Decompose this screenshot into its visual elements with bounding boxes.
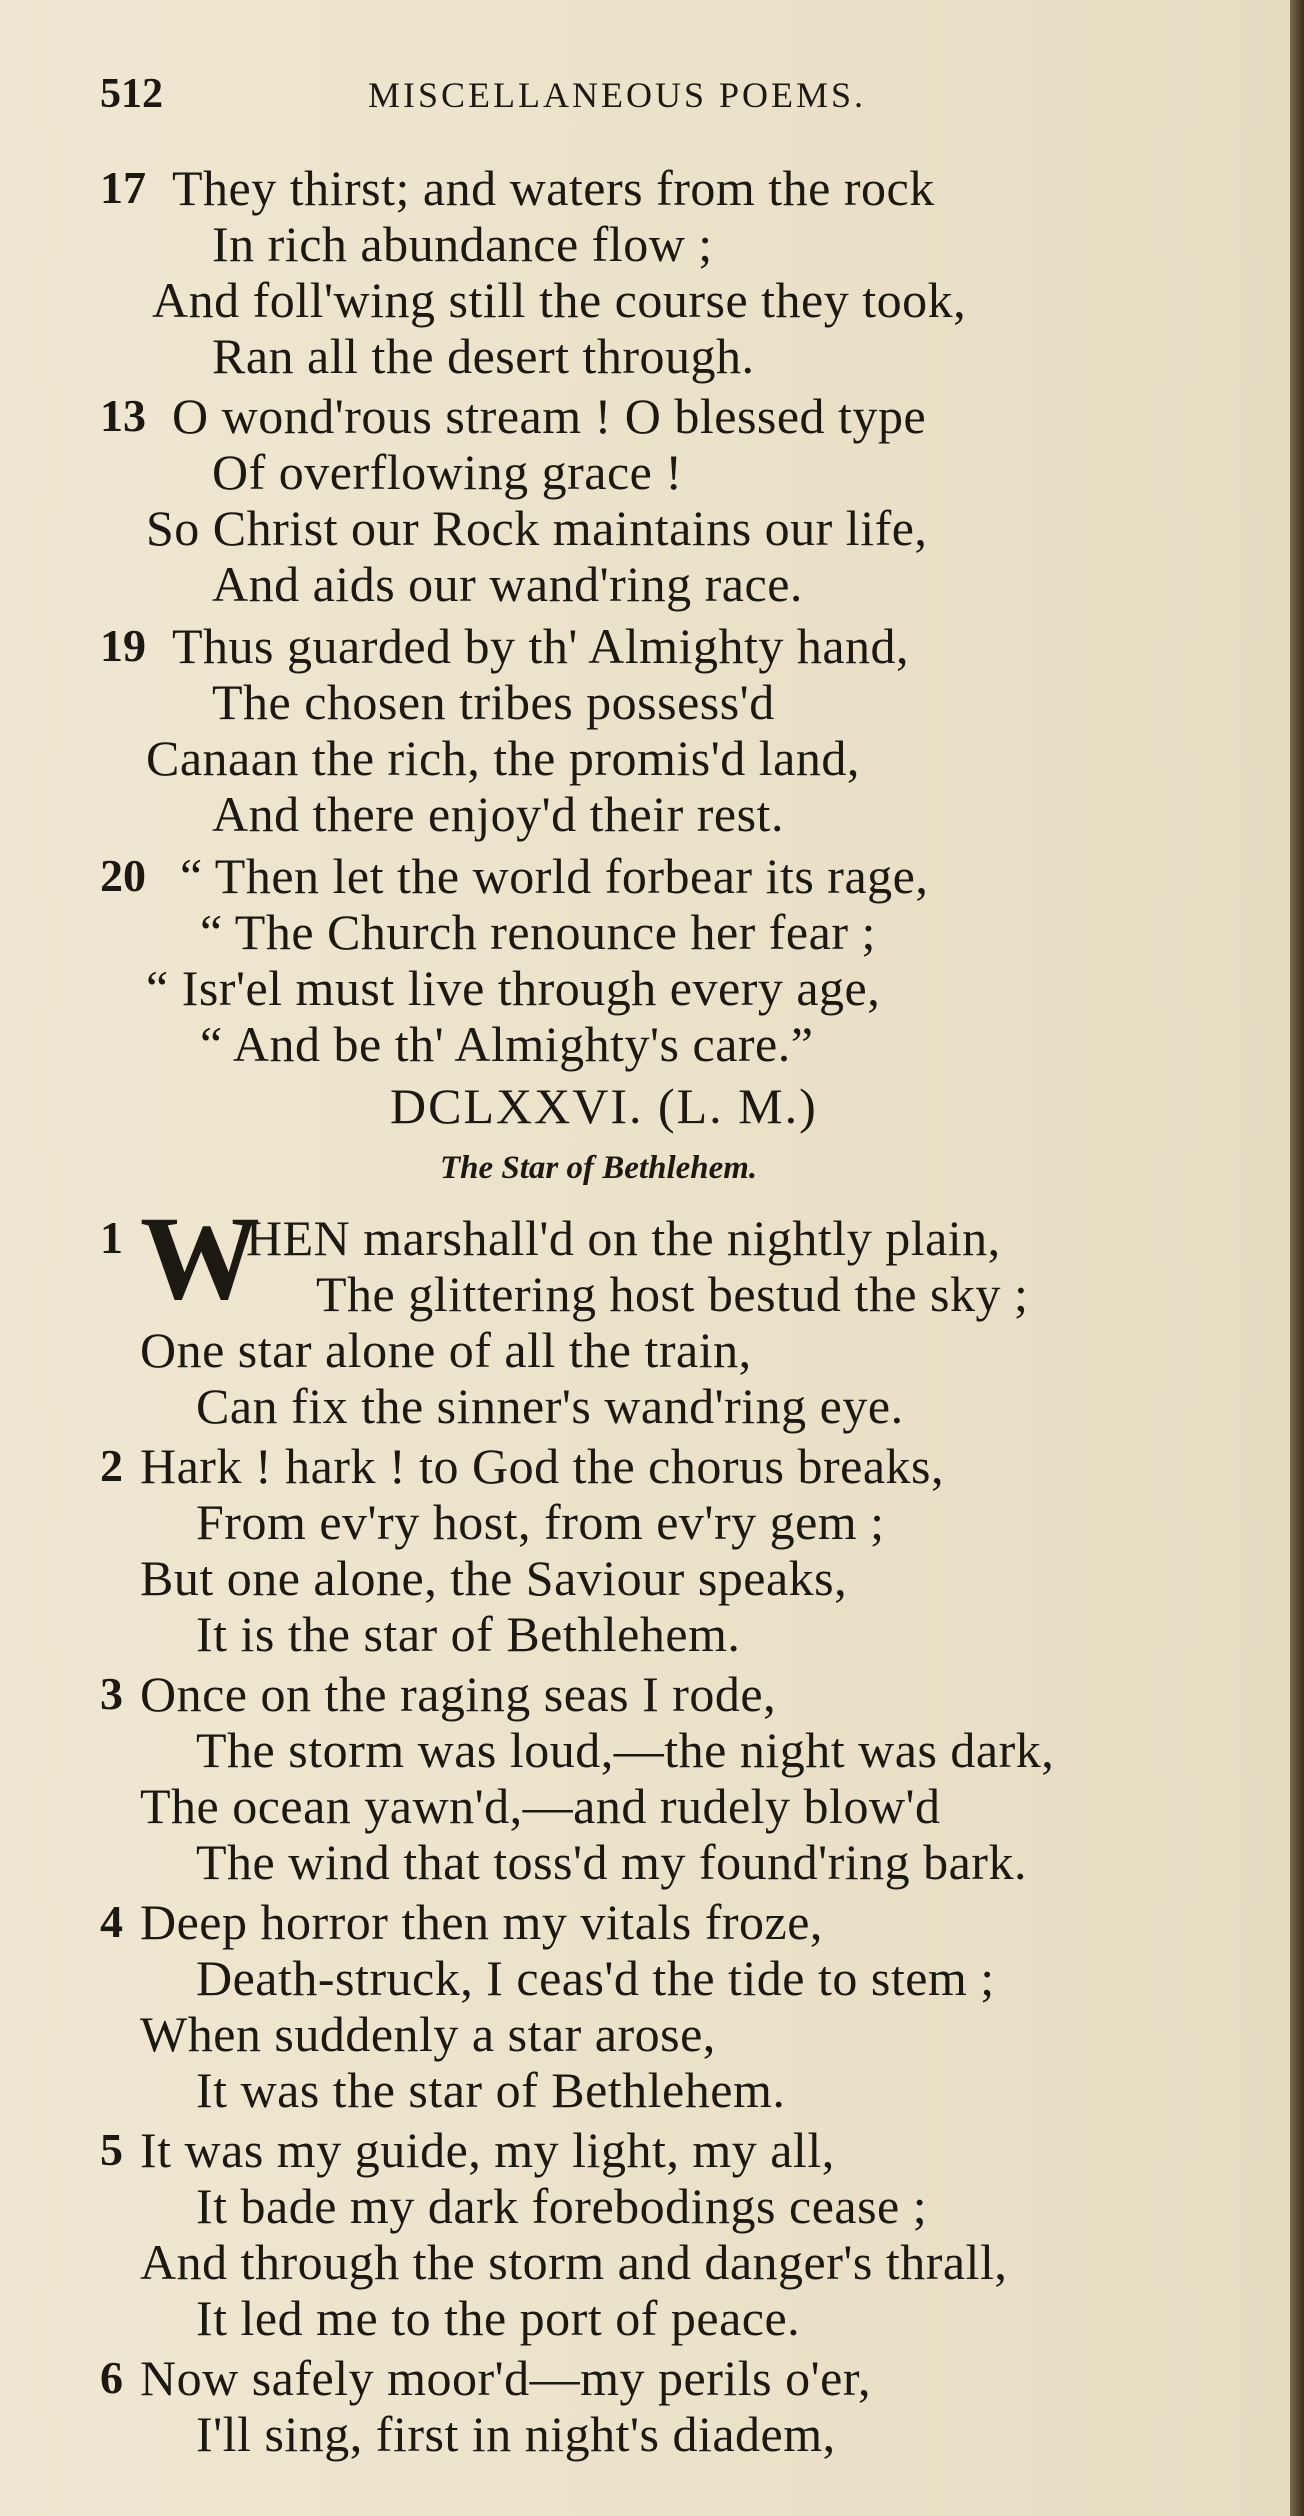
verse-line: The wind that toss'd my found'ring bark.: [196, 1834, 1027, 1890]
verse-line: And through the storm and danger's thrall,: [140, 2234, 1008, 2290]
verse-line: HEN marshall'd on the nightly plain,: [246, 1210, 1001, 1266]
verse-line: So Christ our Rock maintains our life,: [146, 500, 928, 556]
stanza-number: 3: [100, 1668, 123, 1719]
verse-line: It led me to the port of peace.: [196, 2290, 801, 2346]
verse-line: It is the star of Bethlehem.: [196, 1606, 741, 1662]
stanza-number: 20: [100, 850, 146, 901]
stanza-number: 5: [100, 2124, 123, 2175]
stanza-number: 2: [100, 1440, 123, 1491]
drop-cap: W: [140, 1191, 260, 1324]
verse-line: But one alone, the Saviour speaks,: [140, 1550, 848, 1606]
hymn-title: DCLXXVI. (L. M.): [390, 1078, 818, 1134]
page-edge: [1290, 0, 1304, 2516]
verse-line: Hark ! hark ! to God the chorus breaks,: [140, 1438, 944, 1494]
verse-line: Of overflowing grace !: [212, 444, 683, 500]
verse-line: Ran all the desert through.: [212, 328, 755, 384]
verse-line: One star alone of all the train,: [140, 1322, 752, 1378]
verse-line: They thirst; and waters from the rock: [172, 160, 935, 216]
running-head: MISCELLANEOUS POEMS.: [368, 75, 867, 115]
page-header: [100, 70, 1250, 130]
stanza-number: 17: [100, 162, 146, 213]
verse-line: It was my guide, my light, my all,: [140, 2122, 835, 2178]
verse-line: Deep horror then my vitals froze,: [140, 1894, 823, 1950]
verse-line: “ And be th' Almighty's care.”: [200, 1016, 814, 1072]
stanza-number: 1: [100, 1212, 123, 1263]
verse-line: Now safely moor'd—my perils o'er,: [140, 2350, 871, 2406]
stanza-number: 4: [100, 1896, 123, 1947]
verse-line: Death-struck, I ceas'd the tide to stem ;: [196, 1950, 995, 2006]
verse-line: Can fix the sinner's wand'ring eye.: [196, 1378, 904, 1434]
verse-line: I'll sing, first in night's diadem,: [196, 2406, 836, 2462]
verse-line: “ Then let the world forbear its rage,: [180, 848, 929, 904]
verse-line: Canaan the rich, the promis'd land,: [146, 730, 860, 786]
verse-line: In rich abundance flow ;: [212, 216, 713, 272]
verse-line: And there enjoy'd their rest.: [212, 786, 784, 842]
verse-line: And aids our wand'ring race.: [212, 556, 803, 612]
verse-line: “ The Church renounce her fear ;: [200, 904, 876, 960]
verse-line: The storm was loud,—the night was dark,: [196, 1722, 1055, 1778]
stanza-number: 19: [100, 620, 146, 671]
verse-line: Once on the raging seas I rode,: [140, 1666, 777, 1722]
verse-line: “ Isr'el must live through every age,: [146, 960, 881, 1016]
hymn-subtitle: The Star of Bethlehem.: [440, 1150, 758, 1186]
verse-line: From ev'ry host, from ev'ry gem ;: [196, 1494, 885, 1550]
stanza-number: 6: [100, 2352, 123, 2403]
verse-line: The glittering host bestud the sky ;: [316, 1266, 1029, 1322]
verse-line: It bade my dark forebodings cease ;: [196, 2178, 928, 2234]
verse-line: When suddenly a star arose,: [140, 2006, 716, 2062]
verse-line: And foll'wing still the course they took,: [152, 272, 967, 328]
page-number: 512: [100, 71, 163, 117]
verse-line: The ocean yawn'd,—and rudely blow'd: [140, 1778, 941, 1834]
verse-line: The chosen tribes possess'd: [212, 674, 775, 730]
stanza-number: 13: [100, 390, 146, 441]
verse-line: O wond'rous stream ! O blessed type: [172, 388, 927, 444]
verse-line: It was the star of Bethlehem.: [196, 2062, 786, 2118]
verse-line: Thus guarded by th' Almighty hand,: [172, 618, 910, 674]
